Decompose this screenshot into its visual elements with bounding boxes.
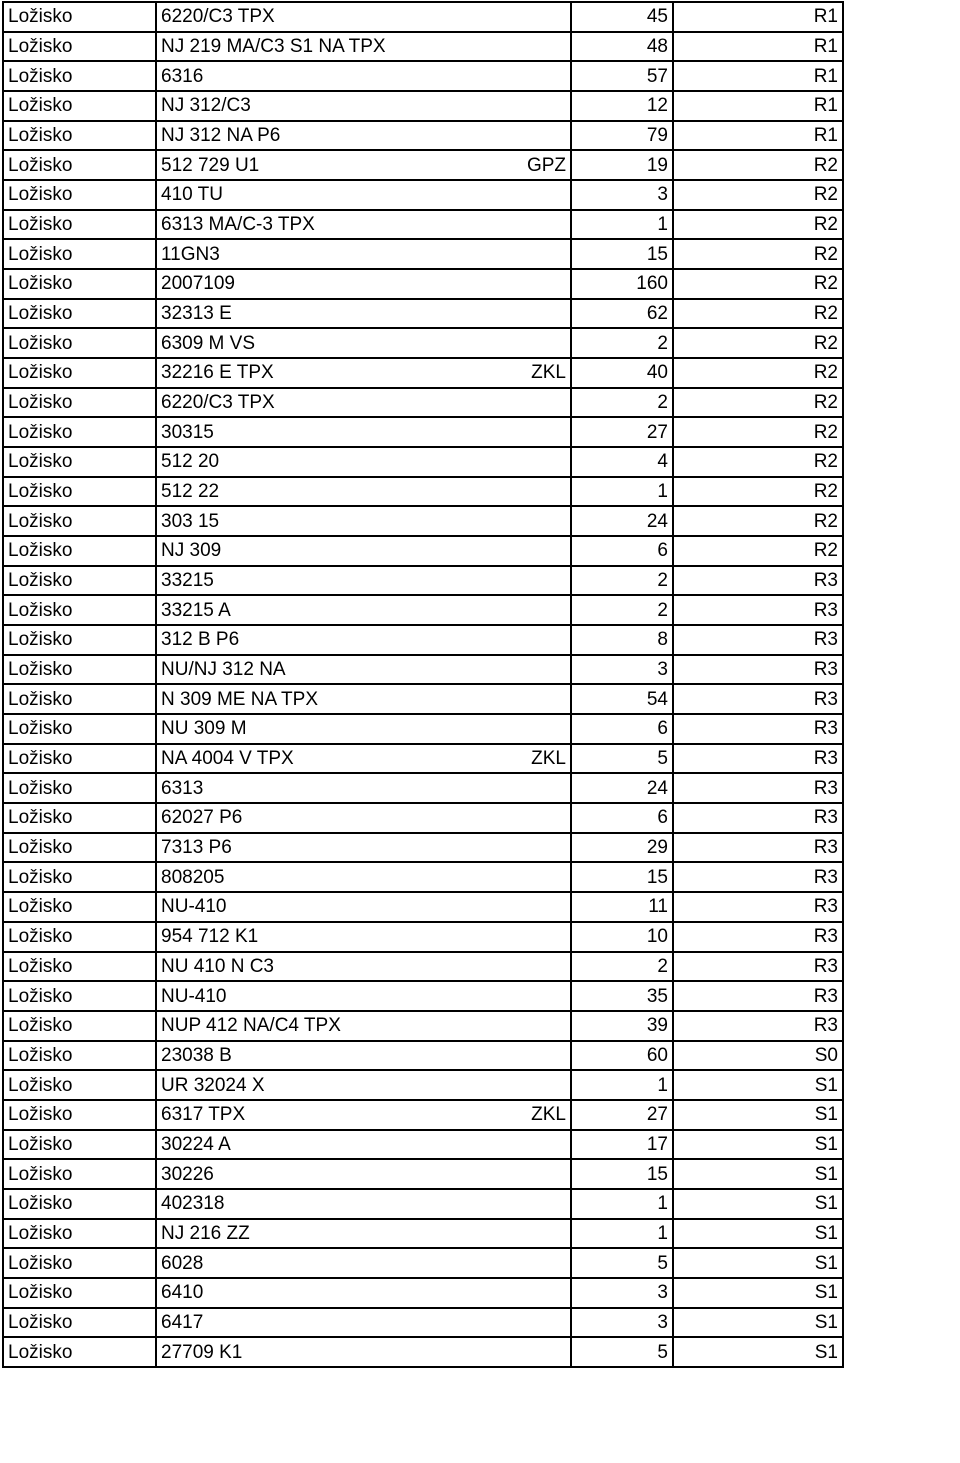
location-cell[interactable]: R2 — [673, 506, 843, 536]
manufacturer-cell[interactable] — [519, 299, 571, 329]
location-cell[interactable]: S1 — [673, 1130, 843, 1160]
manufacturer-cell[interactable] — [519, 1011, 571, 1041]
item-code-cell[interactable]: NU 410 N C3 — [156, 952, 519, 982]
item-type-cell[interactable]: Ložisko — [3, 684, 156, 714]
location-cell[interactable]: R1 — [673, 32, 843, 62]
manufacturer-cell[interactable] — [519, 388, 571, 418]
table-row — [3, 1308, 843, 1338]
quantity-cell[interactable]: 45 — [571, 2, 673, 32]
item-type-cell[interactable]: Ložisko — [3, 1337, 156, 1367]
manufacturer-cell[interactable]: ZKL — [519, 1100, 571, 1130]
manufacturer-cell[interactable] — [519, 269, 571, 299]
item-code-cell[interactable]: 512 729 U1 — [156, 150, 519, 180]
manufacturer-cell[interactable] — [519, 922, 571, 952]
quantity-cell[interactable]: 27 — [571, 1100, 673, 1130]
location-cell[interactable]: R2 — [673, 269, 843, 299]
location-cell[interactable]: R2 — [673, 417, 843, 447]
manufacturer-cell[interactable] — [519, 1248, 571, 1278]
item-code-cell[interactable]: 312 B P6 — [156, 625, 519, 655]
location-cell[interactable]: S1 — [673, 1159, 843, 1189]
quantity-cell[interactable]: 2 — [571, 328, 673, 358]
location-cell[interactable]: R2 — [673, 180, 843, 210]
table-row — [3, 91, 843, 121]
quantity-cell[interactable]: 15 — [571, 239, 673, 269]
item-type-cell[interactable]: Ložisko — [3, 269, 156, 299]
quantity-cell[interactable]: 19 — [571, 150, 673, 180]
item-type-cell[interactable]: Ložisko — [3, 536, 156, 566]
manufacturer-cell[interactable] — [519, 328, 571, 358]
manufacturer-cell[interactable] — [519, 1130, 571, 1160]
item-code-cell[interactable]: 410 TU — [156, 180, 519, 210]
manufacturer-cell[interactable] — [519, 595, 571, 625]
item-code-cell[interactable]: 512 20 — [156, 447, 519, 477]
table-row — [3, 1041, 843, 1071]
manufacturer-cell[interactable] — [519, 1070, 571, 1100]
location-cell[interactable]: S1 — [673, 1248, 843, 1278]
item-code-cell[interactable]: 7313 P6 — [156, 833, 519, 863]
item-code-cell[interactable]: NJ 219 MA/C3 S1 NA TPX — [156, 32, 519, 62]
item-type-cell[interactable]: Ložisko — [3, 862, 156, 892]
item-code-cell[interactable]: 30315 — [156, 417, 519, 447]
item-code-cell[interactable]: 32313 E — [156, 299, 519, 329]
quantity-cell[interactable]: 1 — [571, 477, 673, 507]
location-cell[interactable]: R3 — [673, 952, 843, 982]
item-type-cell[interactable]: Ložisko — [3, 299, 156, 329]
location-cell[interactable]: R3 — [673, 862, 843, 892]
item-code-cell[interactable]: NUP 412 NA/C4 TPX — [156, 1011, 519, 1041]
table-row — [3, 299, 843, 329]
item-code-cell[interactable]: NU-410 — [156, 892, 519, 922]
manufacturer-cell[interactable] — [519, 61, 571, 91]
quantity-cell[interactable]: 11 — [571, 892, 673, 922]
item-code-cell[interactable]: 30226 — [156, 1159, 519, 1189]
manufacturer-cell[interactable]: ZKL — [519, 358, 571, 388]
quantity-cell[interactable]: 17 — [571, 1130, 673, 1160]
location-cell[interactable]: R1 — [673, 2, 843, 32]
item-type-cell[interactable]: Ložisko — [3, 32, 156, 62]
manufacturer-cell[interactable] — [519, 1041, 571, 1071]
item-type-cell[interactable]: Ložisko — [3, 922, 156, 952]
location-cell[interactable]: R3 — [673, 655, 843, 685]
manufacturer-cell[interactable] — [519, 91, 571, 121]
quantity-cell[interactable]: 2 — [571, 566, 673, 596]
quantity-cell[interactable]: 27 — [571, 417, 673, 447]
manufacturer-cell[interactable] — [519, 417, 571, 447]
manufacturer-cell[interactable] — [519, 477, 571, 507]
location-cell[interactable]: R3 — [673, 566, 843, 596]
table-row — [3, 892, 843, 922]
quantity-cell[interactable]: 24 — [571, 773, 673, 803]
manufacturer-cell[interactable] — [519, 684, 571, 714]
manufacturer-cell[interactable] — [519, 1337, 571, 1367]
item-type-cell[interactable]: Ložisko — [3, 2, 156, 32]
item-type-cell[interactable]: Ložisko — [3, 981, 156, 1011]
manufacturer-cell[interactable] — [519, 536, 571, 566]
quantity-cell[interactable]: 160 — [571, 269, 673, 299]
quantity-cell[interactable]: 29 — [571, 833, 673, 863]
quantity-cell[interactable]: 1 — [571, 1219, 673, 1249]
item-type-cell[interactable]: Ložisko — [3, 1011, 156, 1041]
item-type-cell[interactable]: Ložisko — [3, 773, 156, 803]
item-type-cell[interactable]: Ložisko — [3, 1100, 156, 1130]
location-cell[interactable]: R3 — [673, 833, 843, 863]
item-code-cell[interactable]: UR 32024 X — [156, 1070, 519, 1100]
item-type-cell[interactable]: Ložisko — [3, 1159, 156, 1189]
manufacturer-cell[interactable] — [519, 566, 571, 596]
table-row — [3, 32, 843, 62]
item-code-cell[interactable]: 6309 M VS — [156, 328, 519, 358]
item-code-cell[interactable]: 6317 TPX — [156, 1100, 519, 1130]
location-cell[interactable]: R3 — [673, 684, 843, 714]
location-cell[interactable]: R2 — [673, 150, 843, 180]
quantity-cell[interactable]: 24 — [571, 506, 673, 536]
item-type-cell[interactable]: Ložisko — [3, 180, 156, 210]
quantity-cell[interactable]: 48 — [571, 32, 673, 62]
table-row — [3, 506, 843, 536]
item-type-cell[interactable]: Ložisko — [3, 595, 156, 625]
item-type-cell[interactable]: Ložisko — [3, 1070, 156, 1100]
item-code-cell[interactable]: 6417 — [156, 1308, 519, 1338]
location-cell[interactable]: R1 — [673, 61, 843, 91]
location-cell[interactable]: R3 — [673, 625, 843, 655]
quantity-cell[interactable]: 2 — [571, 595, 673, 625]
manufacturer-cell[interactable] — [519, 1219, 571, 1249]
location-cell[interactable]: S1 — [673, 1189, 843, 1219]
location-cell[interactable]: S1 — [673, 1070, 843, 1100]
quantity-cell[interactable]: 62 — [571, 299, 673, 329]
item-type-cell[interactable]: Ložisko — [3, 625, 156, 655]
quantity-cell[interactable]: 6 — [571, 714, 673, 744]
table-row — [3, 655, 843, 685]
item-code-cell[interactable]: NU-410 — [156, 981, 519, 1011]
quantity-cell[interactable]: 12 — [571, 91, 673, 121]
item-code-cell[interactable]: NJ 309 — [156, 536, 519, 566]
quantity-cell[interactable]: 8 — [571, 625, 673, 655]
location-cell[interactable]: R3 — [673, 922, 843, 952]
location-cell[interactable]: R3 — [673, 1011, 843, 1041]
item-code-cell[interactable]: 303 15 — [156, 506, 519, 536]
location-cell[interactable]: R2 — [673, 299, 843, 329]
item-code-cell[interactable]: NU/NJ 312 NA — [156, 655, 519, 685]
item-code-cell[interactable]: 6410 — [156, 1278, 519, 1308]
item-code-cell[interactable]: 512 22 — [156, 477, 519, 507]
item-type-cell[interactable]: Ložisko — [3, 121, 156, 151]
quantity-cell[interactable]: 60 — [571, 1041, 673, 1071]
table-row — [3, 862, 843, 892]
table-row — [3, 536, 843, 566]
item-code-cell[interactable]: NU 309 M — [156, 714, 519, 744]
manufacturer-cell[interactable] — [519, 506, 571, 536]
location-cell[interactable]: R3 — [673, 892, 843, 922]
quantity-cell[interactable]: 1 — [571, 1189, 673, 1219]
manufacturer-cell[interactable] — [519, 833, 571, 863]
quantity-cell[interactable]: 40 — [571, 358, 673, 388]
table-row — [3, 269, 843, 299]
manufacturer-cell[interactable] — [519, 773, 571, 803]
table-row — [3, 952, 843, 982]
manufacturer-cell[interactable] — [519, 239, 571, 269]
quantity-cell[interactable]: 5 — [571, 744, 673, 774]
table-row — [3, 328, 843, 358]
item-code-cell[interactable]: NJ 312 NA P6 — [156, 121, 519, 151]
manufacturer-cell[interactable] — [519, 655, 571, 685]
table-row — [3, 1011, 843, 1041]
location-cell[interactable]: R3 — [673, 773, 843, 803]
item-type-cell[interactable]: Ložisko — [3, 506, 156, 536]
manufacturer-cell[interactable] — [519, 180, 571, 210]
item-type-cell[interactable]: Ložisko — [3, 61, 156, 91]
location-cell[interactable]: S0 — [673, 1041, 843, 1071]
item-code-cell[interactable]: 2007109 — [156, 269, 519, 299]
item-type-cell[interactable]: Ložisko — [3, 1219, 156, 1249]
table-row — [3, 714, 843, 744]
table-row — [3, 180, 843, 210]
manufacturer-cell[interactable]: GPZ — [519, 150, 571, 180]
table-row — [3, 684, 843, 714]
quantity-cell[interactable]: 57 — [571, 61, 673, 91]
table-row — [3, 1189, 843, 1219]
item-code-cell[interactable]: 11GN3 — [156, 239, 519, 269]
manufacturer-cell[interactable] — [519, 981, 571, 1011]
quantity-cell[interactable]: 6 — [571, 803, 673, 833]
table-row — [3, 833, 843, 863]
quantity-cell[interactable]: 15 — [571, 862, 673, 892]
item-type-cell[interactable]: Ložisko — [3, 447, 156, 477]
quantity-cell[interactable]: 1 — [571, 210, 673, 240]
item-type-cell[interactable]: Ložisko — [3, 655, 156, 685]
location-cell[interactable]: R3 — [673, 714, 843, 744]
quantity-cell[interactable]: 5 — [571, 1337, 673, 1367]
quantity-cell[interactable]: 15 — [571, 1159, 673, 1189]
item-code-cell[interactable]: 6220/C3 TPX — [156, 388, 519, 418]
table-row — [3, 566, 843, 596]
inventory-table — [2, 1, 844, 1368]
table-row — [3, 744, 843, 774]
item-type-cell[interactable]: Ložisko — [3, 1308, 156, 1338]
item-code-cell[interactable]: 32216 E TPX — [156, 358, 519, 388]
item-type-cell[interactable]: Ložisko — [3, 744, 156, 774]
location-cell[interactable]: S1 — [673, 1278, 843, 1308]
location-cell[interactable]: R2 — [673, 358, 843, 388]
quantity-cell[interactable]: 3 — [571, 180, 673, 210]
table-row — [3, 1070, 843, 1100]
manufacturer-cell[interactable]: ZKL — [519, 744, 571, 774]
location-cell[interactable]: R2 — [673, 239, 843, 269]
item-code-cell[interactable]: 62027 P6 — [156, 803, 519, 833]
quantity-cell[interactable]: 5 — [571, 1248, 673, 1278]
item-code-cell[interactable]: 808205 — [156, 862, 519, 892]
table-row — [3, 981, 843, 1011]
table-row — [3, 773, 843, 803]
table-row — [3, 1100, 843, 1130]
item-type-cell[interactable]: Ložisko — [3, 1189, 156, 1219]
item-type-cell[interactable]: Ložisko — [3, 803, 156, 833]
item-type-cell[interactable]: Ložisko — [3, 892, 156, 922]
quantity-cell[interactable]: 3 — [571, 1308, 673, 1338]
item-code-cell[interactable]: 6316 — [156, 61, 519, 91]
manufacturer-cell[interactable] — [519, 210, 571, 240]
table-row — [3, 358, 843, 388]
quantity-cell[interactable]: 2 — [571, 952, 673, 982]
quantity-cell[interactable]: 1 — [571, 1070, 673, 1100]
manufacturer-cell[interactable] — [519, 714, 571, 744]
location-cell[interactable]: R2 — [673, 536, 843, 566]
item-code-cell[interactable]: 6220/C3 TPX — [156, 2, 519, 32]
location-cell[interactable]: R2 — [673, 388, 843, 418]
item-type-cell[interactable]: Ložisko — [3, 1130, 156, 1160]
item-type-cell[interactable]: Ložisko — [3, 328, 156, 358]
location-cell[interactable]: R2 — [673, 210, 843, 240]
item-type-cell[interactable]: Ložisko — [3, 1041, 156, 1071]
manufacturer-cell[interactable] — [519, 1189, 571, 1219]
table-row — [3, 1219, 843, 1249]
manufacturer-cell[interactable] — [519, 447, 571, 477]
location-cell[interactable]: R2 — [673, 477, 843, 507]
quantity-cell[interactable]: 35 — [571, 981, 673, 1011]
item-type-cell[interactable]: Ložisko — [3, 1248, 156, 1278]
item-code-cell[interactable]: 6313 — [156, 773, 519, 803]
item-code-cell[interactable]: 402318 — [156, 1189, 519, 1219]
table-row — [3, 2, 843, 32]
item-type-cell[interactable]: Ložisko — [3, 833, 156, 863]
table-row — [3, 210, 843, 240]
manufacturer-cell[interactable] — [519, 32, 571, 62]
item-type-cell[interactable]: Ložisko — [3, 388, 156, 418]
item-type-cell[interactable]: Ložisko — [3, 477, 156, 507]
location-cell[interactable]: S1 — [673, 1219, 843, 1249]
location-cell[interactable]: R1 — [673, 121, 843, 151]
quantity-cell[interactable]: 10 — [571, 922, 673, 952]
table-row — [3, 922, 843, 952]
item-code-cell[interactable]: 954 712 K1 — [156, 922, 519, 952]
quantity-cell[interactable]: 3 — [571, 655, 673, 685]
quantity-cell[interactable]: 79 — [571, 121, 673, 151]
location-cell[interactable]: R2 — [673, 328, 843, 358]
manufacturer-cell[interactable] — [519, 625, 571, 655]
manufacturer-cell[interactable] — [519, 892, 571, 922]
table-row — [3, 595, 843, 625]
item-code-cell[interactable]: 23038 B — [156, 1041, 519, 1071]
item-type-cell[interactable]: Ložisko — [3, 952, 156, 982]
location-cell[interactable]: R3 — [673, 744, 843, 774]
table-row — [3, 239, 843, 269]
location-cell[interactable]: S1 — [673, 1337, 843, 1367]
item-code-cell[interactable]: 6313 MA/C-3 TPX — [156, 210, 519, 240]
manufacturer-cell[interactable] — [519, 803, 571, 833]
quantity-cell[interactable]: 4 — [571, 447, 673, 477]
item-code-cell[interactable]: 30224 A — [156, 1130, 519, 1160]
location-cell[interactable]: R3 — [673, 595, 843, 625]
quantity-cell[interactable]: 2 — [571, 388, 673, 418]
table-row — [3, 625, 843, 655]
location-cell[interactable]: R3 — [673, 803, 843, 833]
item-type-cell[interactable]: Ložisko — [3, 1278, 156, 1308]
location-cell[interactable]: R1 — [673, 91, 843, 121]
item-type-cell[interactable]: Ložisko — [3, 566, 156, 596]
quantity-cell[interactable]: 54 — [571, 684, 673, 714]
item-code-cell[interactable]: 33215 — [156, 566, 519, 596]
table-row — [3, 1248, 843, 1278]
table-row — [3, 417, 843, 447]
quantity-cell[interactable]: 6 — [571, 536, 673, 566]
item-type-cell[interactable]: Ložisko — [3, 210, 156, 240]
table-row — [3, 388, 843, 418]
table-row — [3, 1337, 843, 1367]
manufacturer-cell[interactable] — [519, 1308, 571, 1338]
manufacturer-cell[interactable] — [519, 1278, 571, 1308]
table-row — [3, 121, 843, 151]
quantity-cell[interactable]: 3 — [571, 1278, 673, 1308]
manufacturer-cell[interactable] — [519, 121, 571, 151]
item-code-cell[interactable]: NA 4004 V TPX — [156, 744, 519, 774]
item-code-cell[interactable]: 33215 A — [156, 595, 519, 625]
item-code-cell[interactable]: NJ 216 ZZ — [156, 1219, 519, 1249]
location-cell[interactable]: S1 — [673, 1308, 843, 1338]
table-row — [3, 803, 843, 833]
table-row — [3, 477, 843, 507]
item-type-cell[interactable]: Ložisko — [3, 239, 156, 269]
item-type-cell[interactable]: Ložisko — [3, 358, 156, 388]
item-type-cell[interactable]: Ložisko — [3, 150, 156, 180]
table-row — [3, 1278, 843, 1308]
table-row — [3, 1159, 843, 1189]
table-row — [3, 150, 843, 180]
item-type-cell[interactable]: Ložisko — [3, 714, 156, 744]
location-cell[interactable]: S1 — [673, 1100, 843, 1130]
manufacturer-cell[interactable] — [519, 862, 571, 892]
table-row — [3, 61, 843, 91]
item-code-cell[interactable]: NJ 312/C3 — [156, 91, 519, 121]
table-row — [3, 1130, 843, 1160]
location-cell[interactable]: R3 — [673, 981, 843, 1011]
manufacturer-cell[interactable] — [519, 952, 571, 982]
item-code-cell[interactable]: N 309 ME NA TPX — [156, 684, 519, 714]
manufacturer-cell[interactable] — [519, 2, 571, 32]
item-code-cell[interactable]: 6028 — [156, 1248, 519, 1278]
quantity-cell[interactable]: 39 — [571, 1011, 673, 1041]
table-row — [3, 447, 843, 477]
inventory-rows — [3, 2, 843, 1367]
manufacturer-cell[interactable] — [519, 1159, 571, 1189]
item-type-cell[interactable]: Ložisko — [3, 417, 156, 447]
item-code-cell[interactable]: 27709 K1 — [156, 1337, 519, 1367]
item-type-cell[interactable]: Ložisko — [3, 91, 156, 121]
location-cell[interactable]: R2 — [673, 447, 843, 477]
